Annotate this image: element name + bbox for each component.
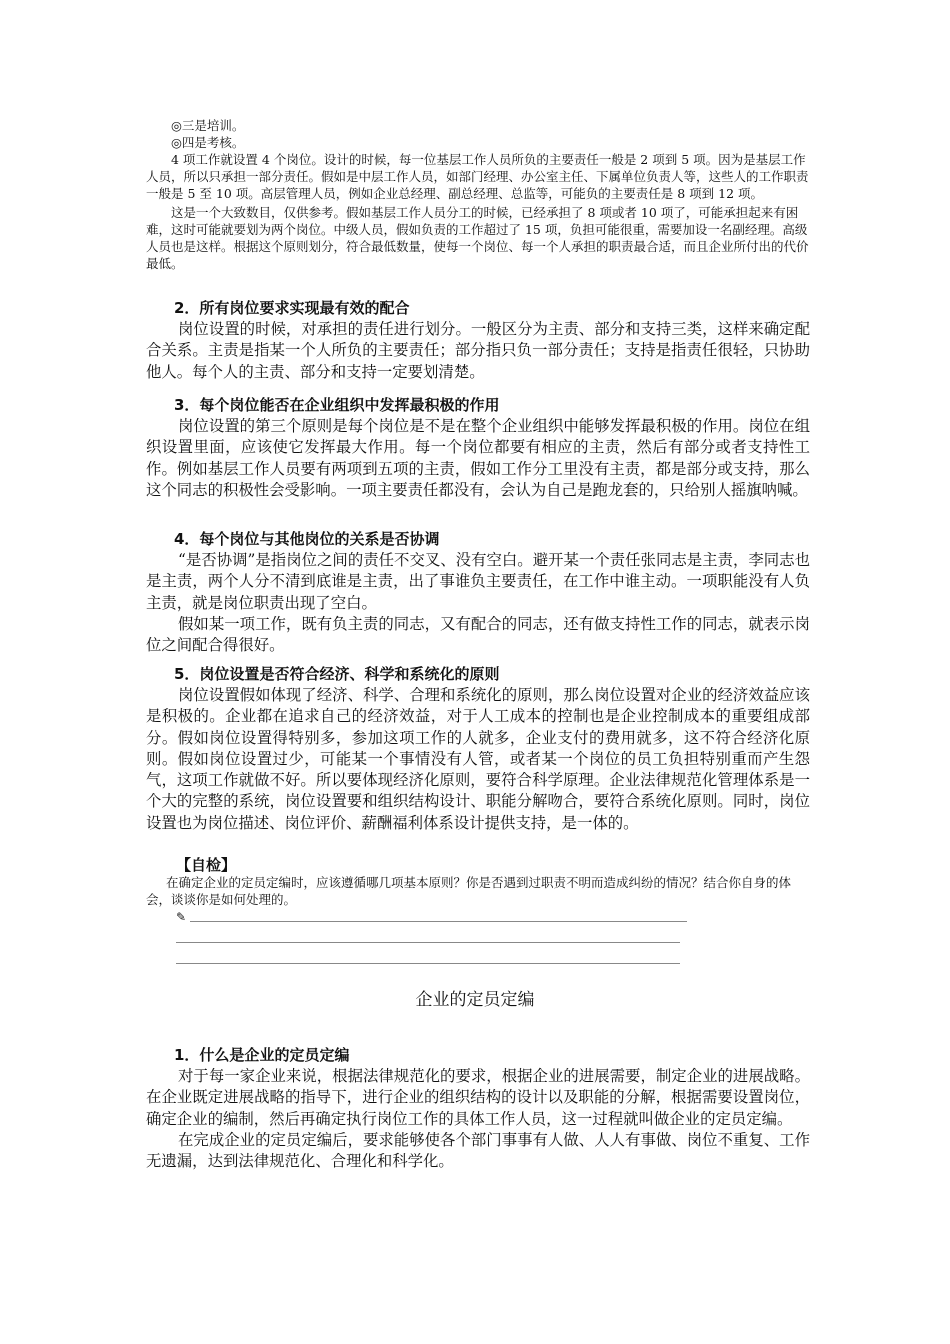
section-heading: 5．岗位设置是否符合经济、科学和系统化的原则	[174, 665, 500, 683]
section-heading: 2．所有岗位要求实现最有效的配合	[174, 299, 410, 317]
intro-paragraph: 这是一个大致数目，仅供参考。假如基层工作人员分工的时候，已经承担了 8 项或者 10 项了，可能承担起来有困难，这时可能就要划为两个岗位。中级人员，假如负责的工作超过了 15 项，负担可能很重，需要加设一名副经理。高级人员也是这样。根据这个原则划分，符合最低数量，使每一个岗位、每一个人承担的职责最合适，而且企业所付出的代价最低。	[146, 205, 809, 271]
section-paragraph: 在完成企业的定员定编后，要求能够使各个部门事事有人做、人人有事做、岗位不重复、工作无遗漏，达到法律规范化、合理化和科学化。	[146, 1130, 810, 1171]
section-paragraph: 岗位设置的第三个原则是每个岗位是不是在整个企业组织中能够发挥最积极的作用。岗位在组织设置里面，应该使它发挥最大作用。每一个岗位都要有相应的主责，然后有部分或者支持性工作。例如基层工作人员要有两项到五项的主责，假如工作分工里没有主责，都是部分或支持，那么这个同志的积极性会受影响。一项主要责任都没有，会认为自己是跑龙套的，只给别人摇旗呐喊。	[146, 417, 810, 499]
section-heading: 3．每个岗位能否在企业组织中发挥最积极的作用	[174, 396, 500, 414]
section-economy	[146, 664, 810, 834]
section-positive-role	[146, 395, 810, 501]
self-check-heading: 【自检】	[176, 856, 237, 874]
list-item-assessment: ◎四是考核。	[171, 135, 245, 150]
list-item-training: ◎三是培训。	[171, 118, 245, 133]
intro-block	[146, 117, 810, 272]
intro-paragraph: 4 项工作就设置 4 个岗位。设计的时候，每一位基层工作人员所负的主要责任一般是 2 项到 5 项。因为是基层工作人员，所以只承担一部分责任。假如是中层工作人员，如部门经理、办公室主任、下属单位负责人等，这些人的工作职责一般是 5 至 10 项。高层管理人员，例如企业总经理、副总经理、总监等，可能负的主要责任是 8 项到 12 项。	[146, 152, 809, 201]
chapter-title: 企业的定员定编	[415, 990, 535, 1010]
section-cooperation	[146, 298, 810, 383]
answer-line[interactable]	[176, 963, 680, 964]
section-heading: 4．每个岗位与其他岗位的关系是否协调	[174, 530, 440, 548]
section-heading: 1．什么是企业的定员定编	[174, 1046, 350, 1064]
pen-icon: ✎	[176, 910, 187, 924]
section-staffing-definition	[146, 1045, 810, 1172]
answer-line[interactable]	[190, 921, 687, 922]
self-check-question	[146, 874, 810, 908]
section-paragraph: 岗位设置的时候，对承担的责任进行划分。一般区分为主责、部分和支持三类，这样来确定配合关系。主责是指某一个人所负的主要责任；部分指只负一部分责任；支持是指责任很轻，只协助他人。每个人的主责、部分和支持一定要划清楚。	[146, 320, 810, 381]
self-check-text: 在确定企业的定员定编时，应该遵循哪几项基本原则？你是否遇到过职责不明而造成纠纷的情况？结合你自身的体会，谈谈你是如何处理的。	[146, 875, 792, 907]
section-paragraph: 假如某一项工作，既有负主责的同志，又有配合的同志，还有做支持性工作的同志，就表示岗位之间配合得很好。	[146, 614, 810, 655]
section-coordination	[146, 529, 810, 656]
section-paragraph: 对于每一家企业来说，根据法律规范化的要求，根据企业的进展需要，制定企业的进展战略。在企业既定进展战略的指导下，进行企业的组织结构的设计以及职能的分解，根据需要设置岗位，确定企业的编制，然后再确定执行岗位工作的具体工作人员，这一过程就叫做企业的定员定编。	[146, 1067, 810, 1128]
section-paragraph: “是否协调”是指岗位之间的责任不交叉、没有空白。避开某一个责任张同志是主责，李同志也是主责，两个人分不清到底谁是主责，出了事谁负主要责任，在工作中谁主动。一项职能没有人负主责，就是岗位职责出现了空白。	[146, 551, 810, 612]
answer-line[interactable]	[176, 942, 680, 943]
section-paragraph: 岗位设置假如体现了经济、科学、合理和系统化的原则，那么岗位设置对企业的经济效益应该是积极的。企业都在追求自己的经济效益，对于人工成本的控制也是企业控制成本的重要组成部分。假如岗位设置得特别多，参加这项工作的人就多，企业支付的费用就多，这不符合经济化原则。假如岗位设置过少，可能某一个事情没有人管，或者某一个岗位的员工负担特别重而产生怨气，这项工作就做不好。所以要体现经济化原则，要符合科学原理。企业法律规范化管理体系是一个大的完整的系统，岗位设置要和组织结构设计、职能分解吻合，要符合系统化原则。同时，岗位设置也为岗位描述、岗位评价、薪酬福利体系设计提供支持，是一体的。	[146, 686, 810, 832]
